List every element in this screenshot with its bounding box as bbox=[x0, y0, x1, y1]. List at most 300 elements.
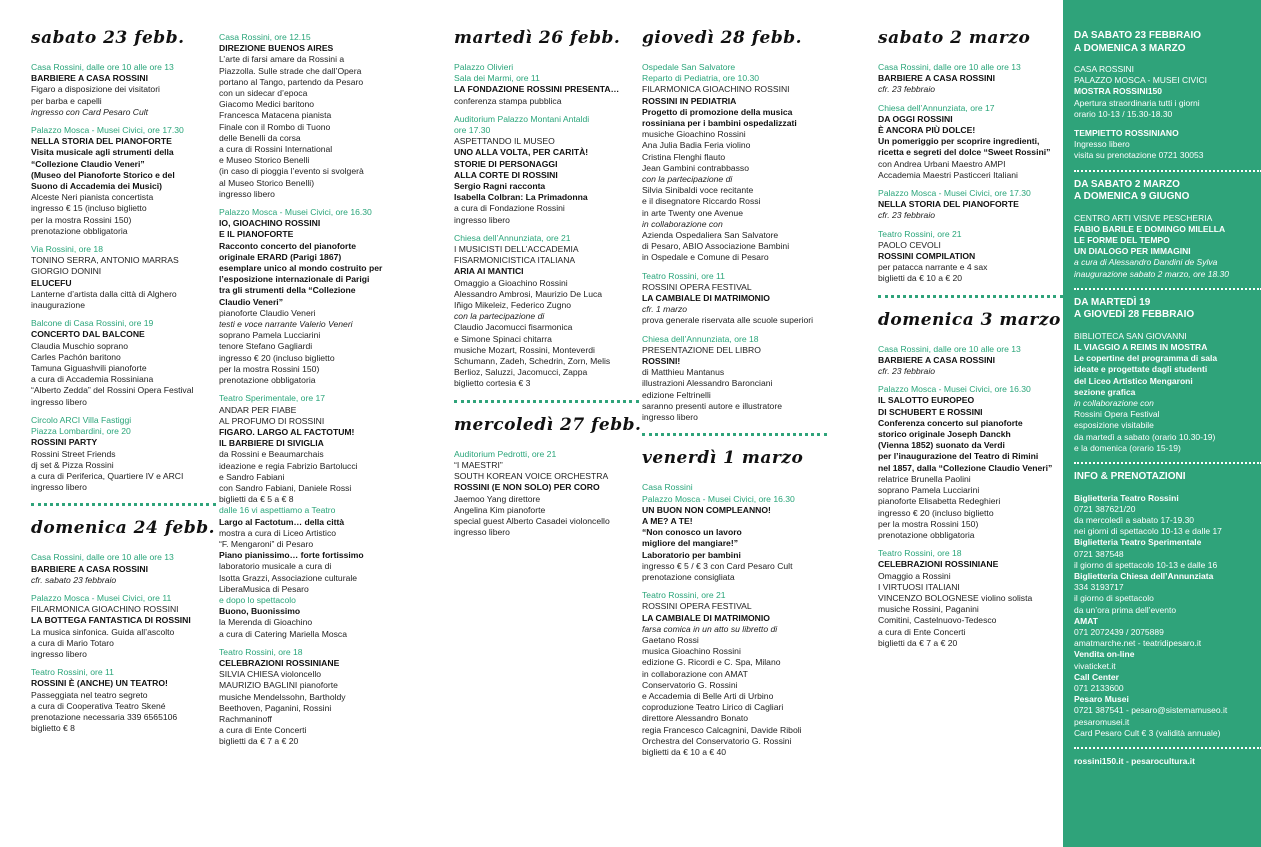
event-line: prenotazione obbligatoria bbox=[878, 529, 975, 540]
event-line: VINCENZO BOLOGNESE violino solista bbox=[878, 592, 1033, 603]
event-line: SILVIA CHIESA violoncello bbox=[219, 669, 322, 680]
event-title: ROSSINI COMPILATION bbox=[878, 251, 976, 262]
event-location: Palazzo Mosca - Musei Civici, ore 11 bbox=[31, 592, 172, 603]
info-line: Biglietteria Teatro Sperimentale bbox=[1074, 537, 1202, 548]
event-line: Jean Gambini contrabbasso bbox=[642, 162, 750, 173]
event-line: per la mostra Rossini 150) bbox=[878, 518, 979, 529]
info-line: Card Pesaro Cult € 3 (validità annuale) bbox=[1074, 727, 1221, 738]
event-line: ideazione e regia Fabrizio Bartolucci bbox=[219, 460, 358, 471]
event-line: special guest Alberto Casadei violoncello bbox=[454, 515, 610, 526]
info-line: TEMPIETTO ROSSINIANO bbox=[1074, 128, 1179, 139]
event-line: soprano Pamela Lucciarini bbox=[878, 485, 980, 496]
website-link[interactable]: pesaromusei.it bbox=[1074, 716, 1130, 727]
day-heading: sabato 2 marzo bbox=[878, 28, 1031, 48]
event-line: in Ospedale e Comune di Pesaro bbox=[642, 252, 769, 263]
info-line: visita su prenotazione 0721 30053 bbox=[1074, 150, 1204, 161]
event bbox=[878, 188, 1058, 222]
event-title: DA OGGI ROSSINI bbox=[878, 113, 953, 124]
event-line: Conservatorio G. Rossini bbox=[642, 679, 738, 690]
info-line: 0721 387548 bbox=[1074, 548, 1124, 559]
event-line: ingresso € 15 (incluso biglietto bbox=[31, 203, 147, 214]
website-link[interactable]: vivaticket.it bbox=[1074, 660, 1116, 671]
event-line: Francesca Matacena pianista bbox=[219, 110, 332, 121]
info-line: AMAT bbox=[1074, 615, 1098, 626]
event-line: “Non conosco un lavoro bbox=[642, 527, 742, 538]
event-line: a cura di Ente Concerti bbox=[219, 725, 307, 736]
event-line: Conferenza concerto sul pianoforte bbox=[878, 417, 1023, 428]
email-link[interactable]: 0721 387541 - pesaro@sistemamuseo.it bbox=[1074, 705, 1228, 716]
info-sidebar bbox=[1063, 0, 1261, 847]
event-line: Cristina Flenghi flauto bbox=[642, 151, 726, 162]
info-line: Pesaro Musei bbox=[1074, 694, 1129, 705]
footer-websites[interactable]: rossini150.it - pesarocultura.it bbox=[1074, 756, 1195, 767]
event-location: Teatro Rossini, ore 18 bbox=[878, 548, 962, 559]
event-line: regia Francesco Calcagnini, Davide Riboli bbox=[642, 724, 802, 735]
event-location: Palazzo Mosca - Musei Civici, ore 17.30 bbox=[31, 125, 184, 136]
event-line: e il disegnatore Riccardo Rossi bbox=[642, 196, 761, 207]
event bbox=[878, 344, 1058, 378]
event-location: Chiesa dell’Annunziata, ore 18 bbox=[642, 333, 759, 344]
event-line: a cura di Cooperativa Teatro Skené bbox=[31, 700, 166, 711]
event-line: in arte Twenty one Avenue bbox=[642, 207, 743, 218]
period-heading: A GIOVEDÌ 28 FEBBRAIO bbox=[1074, 309, 1195, 321]
event-line: al Museo Storico Benelli) bbox=[219, 177, 315, 188]
event-location: Casa Rossini, dalle ore 10 alle ore 13 bbox=[31, 62, 174, 72]
dotted-divider bbox=[31, 503, 216, 506]
event bbox=[642, 62, 842, 264]
event-line: ingresso € 20 (incluso biglietto bbox=[219, 352, 335, 363]
event bbox=[219, 32, 419, 200]
info-line: da martedì a sabato (orario 10.30-19) bbox=[1074, 431, 1216, 442]
event-line: ingresso libero bbox=[31, 648, 87, 659]
info-line: orario 10-13 / 15.30-18.30 bbox=[1074, 108, 1173, 119]
dotted-divider bbox=[1074, 462, 1261, 464]
event-location: Chiesa dell’Annunziata, ore 21 bbox=[454, 232, 571, 243]
event-title: STORIE DI PERSONAGGI bbox=[454, 158, 558, 169]
dotted-divider bbox=[1074, 170, 1261, 172]
event-line: la Merenda di Gioachino bbox=[219, 617, 313, 628]
info-line: a cura di Alessandro Dandini de Sylva bbox=[1074, 257, 1218, 268]
event-line: Giacomo Medici baritono bbox=[219, 99, 315, 110]
event-title: ROSSINI IN PEDIATRIA bbox=[642, 95, 737, 106]
event-line: Rachmaninoff bbox=[219, 713, 272, 724]
event-line: con un sidecar d’epoca bbox=[219, 88, 308, 99]
event-location: Sala dei Marmi, ore 11 bbox=[454, 73, 540, 84]
event-location: Auditorium Palazzo Montani Antaldi bbox=[454, 113, 590, 124]
event-title: È ANCORA PIÙ DOLCE! bbox=[878, 125, 976, 136]
event-line: delle Benelli da corsa bbox=[219, 132, 301, 143]
event-line: a cura di Rossini International bbox=[219, 144, 333, 155]
event-line: (Vienna 1852) suonato da Verdi bbox=[878, 440, 1005, 451]
event-line: FILARMONICA GIOACHINO ROSSINI bbox=[642, 84, 790, 95]
event bbox=[454, 449, 634, 539]
event bbox=[31, 667, 211, 734]
event bbox=[31, 318, 211, 408]
event-title: LA FONDAZIONE ROSSINI PRESENTA… bbox=[454, 84, 620, 95]
event-line: edizione G. Ricordi e C. Spa, Milano bbox=[642, 657, 781, 668]
event-line: musiche Mozart, Rossini, Monteverdi bbox=[454, 344, 595, 355]
event-line: Berlioz, Saluzzi, Jacomucci, Zappa bbox=[454, 367, 588, 378]
event-line: biglietti da € 5 a € 8 bbox=[219, 494, 294, 505]
event bbox=[878, 103, 1058, 181]
event-line: in collaborazione con AMAT bbox=[642, 668, 748, 679]
event-line: Piano pianissimo… forte fortissimo bbox=[219, 550, 364, 561]
event-line: e dopo lo spettacolo bbox=[219, 594, 296, 605]
event-line: a cura di Ente Concerti bbox=[878, 626, 966, 637]
event-location: Circolo ARCI Villa Fastiggi bbox=[31, 414, 132, 425]
event-location: Auditorium Pedrotti, ore 21 bbox=[454, 448, 557, 459]
event-line: Claudia Muschio soprano bbox=[31, 340, 128, 351]
info-line: Rossini Opera Festival bbox=[1074, 409, 1160, 420]
info-line: ideate e progettate dagli studenti bbox=[1074, 364, 1208, 375]
event-line: Passeggiata nel teatro segreto bbox=[31, 689, 148, 700]
event bbox=[878, 548, 1058, 649]
event-line: (Museo del Pianoforte Storico e del bbox=[31, 169, 175, 180]
event-line: ingresso € 5 / € 3 con Card Pesaro Cult bbox=[642, 560, 793, 571]
info-line: 0721 387621/20 bbox=[1074, 503, 1136, 514]
event-line: tenore Stefano Gagliardi bbox=[219, 341, 313, 352]
info-line: BIBLIOTECA SAN GIOVANNI bbox=[1074, 330, 1187, 341]
event-line: Comitini, Castelnuovo-Tedesco bbox=[878, 615, 997, 626]
event-line: migliore del mangiare!” bbox=[642, 538, 738, 549]
event-line: cfr. 23 febbraio bbox=[878, 210, 936, 221]
event-location: Teatro Rossini, ore 11 bbox=[642, 270, 725, 281]
event-line: Schumann, Zadeh, Schedrin, Zorn, Melis bbox=[454, 356, 611, 367]
event-line: FILARMONICA GIOACHINO ROSSINI bbox=[31, 604, 179, 615]
event-line: (in caso di pioggia l’evento si svolgerà bbox=[219, 166, 364, 177]
event-line: per patacca narrante e 4 sax bbox=[878, 262, 988, 273]
column-3 bbox=[454, 0, 642, 545]
event-line: Azienda Ospedaliera San Salvatore bbox=[642, 230, 779, 241]
event-line: conferenza stampa pubblica bbox=[454, 95, 562, 106]
event-line: cfr. 23 febbraio bbox=[878, 84, 936, 95]
column-4 bbox=[642, 0, 842, 765]
event-location: ore 17.30 bbox=[454, 125, 491, 136]
event-line: Un pomeriggio per scoprire ingredienti, bbox=[878, 136, 1040, 147]
event-title: IO, GIOACHINO ROSSINI bbox=[219, 218, 321, 229]
event-location: Palazzo Mosca - Musei Civici, ore 17.30 bbox=[878, 188, 1031, 199]
info-line: Vendita on-line bbox=[1074, 649, 1135, 660]
event-line: a cura di Fondazione Rossini bbox=[454, 203, 565, 214]
info-line: esposizione visitabile bbox=[1074, 420, 1154, 431]
info-line: IL VIAGGIO A REIMS IN MOSTRA bbox=[1074, 342, 1208, 353]
event bbox=[219, 647, 419, 748]
event-line: Progetto di promozione della musica bbox=[642, 106, 793, 117]
event bbox=[31, 593, 211, 660]
dotted-divider bbox=[1074, 747, 1261, 749]
event-line: a cura di Accademia Rossiniana bbox=[31, 374, 154, 385]
event-title: ROSSINI PARTY bbox=[31, 437, 98, 448]
event-line: a cura di Periferica, Quartiere IV e ARCI bbox=[31, 470, 184, 481]
event-line: prenotazione obbligatoria bbox=[219, 375, 316, 386]
event-line: La musica sinfonica. Guida all’ascolto bbox=[31, 626, 175, 637]
event-line: Accademia Maestri Pasticceri Italiani bbox=[878, 169, 1018, 180]
event-location: Casa Rossini, dalle ore 10 alle ore 13 bbox=[878, 343, 1021, 354]
event-title: A ME? A TE! bbox=[642, 515, 693, 526]
event-title: UN BUON NON COMPLEANNO! bbox=[642, 504, 771, 515]
event-line: “Collezione Claudio Veneri” bbox=[31, 158, 145, 169]
event-location: Casa Rossini, ore 12.15 bbox=[219, 32, 311, 42]
event-line: Ana Julia Badia Feria violino bbox=[642, 140, 751, 151]
event-line: pianoforte Claudio Veneri bbox=[219, 307, 316, 318]
column-5 bbox=[878, 0, 1061, 656]
event bbox=[642, 334, 842, 424]
event-line: TONINO SERRA, ANTONIO MARRAS bbox=[31, 255, 179, 266]
event-line: Omaggio a Rossini bbox=[878, 570, 951, 581]
event-line: laboratorio musicale a cura di bbox=[219, 561, 332, 572]
event bbox=[454, 114, 634, 226]
event-line: LiberaMusica di Pesaro bbox=[219, 583, 309, 594]
event-line: nel 1857, dalla “Collezione Claudio Veneri” bbox=[878, 462, 1053, 473]
event-line: ROSSINI OPERA FESTIVAL bbox=[642, 601, 752, 612]
event-line: cfr. 23 febbraio bbox=[878, 366, 936, 377]
event-line: ingresso con Card Pesaro Cult bbox=[31, 106, 149, 117]
event-line: portano al Tango, partendo da Pesaro bbox=[219, 76, 364, 87]
event bbox=[878, 62, 1058, 96]
event-line: SOUTH KOREAN VOICE ORCHESTRA bbox=[454, 471, 609, 482]
event-line: musiche Gioachino Rossini bbox=[642, 129, 746, 140]
event-location: Teatro Rossini, ore 21 bbox=[642, 590, 726, 601]
event-location: Reparto di Pediatria, ore 10.30 bbox=[642, 73, 760, 84]
info-line: sezione grafica bbox=[1074, 386, 1136, 397]
event-title: UNO ALLA VOLTA, PER CARITÀ! bbox=[454, 147, 589, 158]
event-location: Casa Rossini, dalle ore 10 alle ore 13 bbox=[31, 552, 174, 563]
event-line: ingresso € 20 (incluso biglietto bbox=[878, 507, 994, 518]
event-title: ARIA AI MANTICI bbox=[454, 266, 524, 277]
event-line: ANDAR PER FIABE bbox=[219, 404, 297, 415]
event-title: FIGARO. LARGO AL FACTOTUM! bbox=[219, 426, 355, 437]
event-line: biglietto cortesia € 3 bbox=[454, 378, 531, 389]
day-heading: giovedì 28 febb. bbox=[642, 28, 803, 48]
event-line: per la mostra Rossini 150) bbox=[31, 214, 132, 225]
event-line: prenotazione obbligatoria bbox=[31, 225, 128, 236]
event-line: Piazzolla. Sulle strade che dall’Opera bbox=[219, 65, 362, 76]
event-line: Sergio Ragni racconta bbox=[454, 181, 546, 192]
event-title: NELLA STORIA DEL PIANOFORTE bbox=[878, 199, 1019, 210]
event-title: NELLA STORIA DEL PIANOFORTE bbox=[31, 136, 172, 147]
info-line: 071 2072439 / 2075889 bbox=[1074, 627, 1164, 638]
event-line: ingresso libero bbox=[31, 396, 87, 407]
event-line: a cura di Mario Totaro bbox=[31, 637, 114, 648]
event-title: BARBIERE A CASA ROSSINI bbox=[31, 563, 148, 574]
event-line: Laboratorio per bambini bbox=[642, 549, 741, 560]
event bbox=[878, 384, 1058, 541]
event-location: Palazzo Mosca - Musei Civici, ore 16.30 bbox=[642, 493, 795, 504]
event-line: GIORGIO DONINI bbox=[31, 266, 102, 277]
event-line: prenotazione consigliata bbox=[642, 571, 735, 582]
event-title: LA BOTTEGA FANTASTICA DI ROSSINI bbox=[31, 615, 191, 626]
event-line: PRESENTAZIONE DEL LIBRO bbox=[642, 344, 761, 355]
event-title: IL BARBIERE DI SIVIGLIA bbox=[219, 438, 324, 449]
dotted-divider bbox=[454, 400, 639, 403]
event-location: Teatro Sperimentale, ore 17 bbox=[219, 393, 326, 404]
event-title: ELUCEFU bbox=[31, 277, 72, 288]
info-sidebar-content bbox=[1074, 30, 1258, 767]
day-heading: domenica 24 febb. bbox=[31, 518, 216, 539]
event bbox=[219, 207, 419, 386]
event bbox=[642, 271, 842, 327]
info-line: e la domenica (orario 15-19) bbox=[1074, 442, 1181, 453]
event-line: L’arte di farsi amare da Rossini a bbox=[219, 54, 345, 65]
info-line: Ingresso libero bbox=[1074, 139, 1130, 150]
info-section bbox=[1074, 493, 1258, 739]
event-line: Claudio Veneri” bbox=[219, 296, 283, 307]
event-title: E IL PIANOFORTE bbox=[219, 229, 294, 240]
event-line: Lanterne d’artista dalla città di Alghero bbox=[31, 288, 177, 299]
event-location: Palazzo Mosca - Musei Civici, ore 16.30 bbox=[219, 207, 372, 218]
event-line: esemplare unico al mondo costruito per bbox=[219, 263, 383, 274]
event-line: cfr. 1 marzo bbox=[642, 304, 688, 315]
dotted-divider bbox=[642, 433, 827, 436]
event-title: ROSSINI (E NON SOLO) PER CORO bbox=[454, 482, 600, 493]
event-title: CELEBRAZIONI ROSSINIANE bbox=[219, 657, 340, 668]
event-line: e Sandro Fabiani bbox=[219, 471, 285, 482]
event-title: ROSSINI! bbox=[642, 356, 681, 367]
event-line: e Simone Spinaci chitarra bbox=[454, 333, 552, 344]
event-line: Isabella Colbran: La Primadonna bbox=[454, 192, 588, 203]
event-line: Tamuna Giguashvili pianoforte bbox=[31, 363, 147, 374]
info-line: il giorno di spettacolo 10-13 e dalle 16 bbox=[1074, 559, 1218, 570]
day-heading: domenica 3 marzo bbox=[878, 309, 1061, 330]
event-line: Buono, Buonissimo bbox=[219, 606, 301, 617]
dotted-divider bbox=[1074, 288, 1261, 290]
event-title: IL SALOTTO EUROPEO bbox=[878, 395, 975, 406]
event-line: ingresso libero bbox=[454, 214, 510, 225]
event-location: Ospedale San Salvatore bbox=[642, 62, 736, 72]
event-line: dalle 16 vi aspettiamo a Teatro bbox=[219, 505, 336, 516]
event-line: Omaggio a Gioachino Rossini bbox=[454, 277, 568, 288]
event-line: I VIRTUOSI ITALIANI bbox=[878, 581, 960, 592]
info-line: Apertura straordinaria tutti i giorni bbox=[1074, 97, 1200, 108]
event-line: biglietti da € 7 a € 20 bbox=[219, 736, 299, 747]
event-line: saranno presenti autore e illustratore bbox=[642, 400, 782, 411]
event-line: musica Gioachino Rossini bbox=[642, 646, 741, 657]
event-location: Teatro Rossini, ore 11 bbox=[31, 667, 114, 678]
event-line: ingresso libero bbox=[31, 482, 87, 493]
event bbox=[31, 62, 211, 118]
event-line: Beethoven, Paganini, Rossini bbox=[219, 702, 332, 713]
event-line: con Sandro Fabiani, Daniele Rossi bbox=[219, 482, 352, 493]
day-heading: mercoledì 27 febb. bbox=[454, 414, 642, 435]
event-line: Silvia Sinibaldi voce recitante bbox=[642, 185, 754, 196]
event-line: in collaborazione con bbox=[642, 218, 723, 229]
event-line: storico originale Joseph Danckh bbox=[878, 429, 1011, 440]
event-line: biglietto € 8 bbox=[31, 723, 75, 734]
event-line: illustrazioni Alessandro Baronciani bbox=[642, 378, 773, 389]
period-heading: A DOMENICA 9 GIUGNO bbox=[1074, 191, 1190, 203]
event-title: ALLA CORTE DI ROSSINI bbox=[454, 169, 558, 180]
event-line: mostra a cura di Liceo Artistico bbox=[219, 527, 337, 538]
event-line: di Matthieu Mantanus bbox=[642, 367, 725, 378]
event-line: testi e voce narrante Valerio Veneri bbox=[219, 319, 353, 330]
event-location: Teatro Rossini, ore 21 bbox=[878, 228, 962, 239]
event-line: prova generale riservata alle scuole superiori bbox=[642, 315, 814, 326]
event-title: BARBIERE A CASA ROSSINI bbox=[31, 73, 148, 84]
event-line: ingresso libero bbox=[642, 412, 698, 423]
event-line: Visita musicale agli strumenti della bbox=[31, 147, 174, 158]
event-location: Casa Rossini bbox=[642, 482, 693, 493]
period-heading: DA MARTEDÌ 19 bbox=[1074, 296, 1151, 308]
event-line: di Pesaro, ABIO Associazione Bambini bbox=[642, 241, 790, 252]
event-line: relatrice Brunella Paolini bbox=[878, 473, 971, 484]
event-line: Isotta Grazzi, Associazione culturale bbox=[219, 572, 358, 583]
event-location: Palazzo Olivieri bbox=[454, 62, 514, 72]
website-link[interactable]: amatmarche.net - teatridipesaro.it bbox=[1074, 638, 1202, 649]
event-location: Palazzo Mosca - Musei Civici, ore 16.30 bbox=[878, 384, 1031, 395]
event bbox=[31, 552, 211, 586]
event-line: Claudio Jacomucci fisarmonica bbox=[454, 322, 573, 333]
event-line: musiche Rossini, Paganini bbox=[878, 604, 979, 615]
info-line: MOSTRA ROSSINI150 bbox=[1074, 86, 1163, 97]
event-line: PAOLO CEVOLI bbox=[878, 239, 941, 250]
info-heading: INFO & PRENOTAZIONI bbox=[1074, 471, 1186, 483]
event bbox=[878, 229, 1058, 285]
event-line: con la partecipazione di bbox=[642, 174, 733, 185]
event-line: soprano Pamela Lucciarini bbox=[219, 330, 321, 341]
info-line: CENTRO ARTI VISIVE PESCHERIA bbox=[1074, 212, 1213, 223]
event-line: prenotazione necessaria 339 6565106 bbox=[31, 711, 178, 722]
info-section bbox=[1074, 64, 1258, 120]
event-location: Via Rossini, ore 18 bbox=[31, 244, 103, 255]
event-line: dj set & Pizza Rossini bbox=[31, 459, 114, 470]
info-line: UN DIALOGO PER IMMAGINI bbox=[1074, 246, 1191, 257]
event-line: Gaetano Rossi bbox=[642, 634, 699, 645]
event-line: biglietti da € 10 a € 20 bbox=[878, 273, 963, 284]
event-line: musiche Mendelssohn, Bartholdy bbox=[219, 691, 346, 702]
event-line: Figaro a disposizione dei visitatori bbox=[31, 84, 160, 95]
event-line: Iñigo Mikeleiz, Federico Zugno bbox=[454, 300, 572, 311]
info-section bbox=[1074, 331, 1258, 454]
info-line: in collaborazione con bbox=[1074, 398, 1154, 409]
event-line: con Andrea Urbani Maestro AMPI bbox=[878, 158, 1006, 169]
info-line: da mercoledì a sabato 17-19.30 bbox=[1074, 514, 1195, 525]
event-line: Finale con il Rombo di Tuono bbox=[219, 121, 331, 132]
event-title: LA CAMBIALE DI MATRIMONIO bbox=[642, 612, 770, 623]
day-heading: venerdì 1 marzo bbox=[642, 448, 804, 469]
event-line: “F. Mengaroni” di Pesaro bbox=[219, 538, 314, 549]
event-line: edizione Feltrinelli bbox=[642, 389, 711, 400]
event-title: LA CAMBIALE DI MATRIMONIO bbox=[642, 293, 770, 304]
event-line: Carles Pachón baritono bbox=[31, 351, 121, 362]
period-heading: DA SABATO 2 MARZO bbox=[1074, 178, 1180, 190]
event-title: BARBIERE A CASA ROSSINI bbox=[878, 73, 995, 84]
period-heading: DA SABATO 23 FEBBRAIO bbox=[1074, 30, 1202, 41]
event-line: MAURIZIO BAGLINI pianoforte bbox=[219, 680, 338, 691]
event-location: Chiesa dell’Annunziata, ore 17 bbox=[878, 102, 995, 113]
event-line: farsa comica in un atto su libretto di bbox=[642, 623, 778, 634]
event-line: Alceste Neri pianista concertista bbox=[31, 192, 154, 203]
event-line: da Rossini e Beaumarchais bbox=[219, 449, 324, 460]
event-line: Jaemoo Yang direttore bbox=[454, 493, 541, 504]
event-line: coproduzione Teatro Lirico di Cagliari bbox=[642, 702, 784, 713]
event-line: per barba e capelli bbox=[31, 95, 102, 106]
event-title: CELEBRAZIONI ROSSINIANE bbox=[878, 559, 999, 570]
event-line: a cura di Catering Mariella Mosca bbox=[219, 628, 348, 639]
column-2 bbox=[219, 32, 419, 755]
event-title: ROSSINI È (ANCHE) UN TEATRO! bbox=[31, 678, 168, 689]
event-line: Suono di Accademia dei Musici) bbox=[31, 181, 162, 192]
info-line: Biglietteria Teatro Rossini bbox=[1074, 492, 1179, 503]
info-line: PALAZZO MOSCA - MUSEI CIVICI bbox=[1074, 75, 1208, 86]
event-line: e Accademia di Belle Arti di Urbino bbox=[642, 690, 774, 701]
period-heading: A DOMENICA 3 MARZO bbox=[1074, 42, 1186, 54]
event-line: originale ERARD (Parigi 1867) bbox=[219, 251, 342, 262]
info-line: il giorno di spettacolo bbox=[1074, 593, 1154, 604]
event-title: CONCERTO DAL BALCONE bbox=[31, 329, 145, 340]
event-line: per la mostra Rossini 150) bbox=[219, 363, 320, 374]
info-line: FABIO BARILE E DOMINGO MILELLA bbox=[1074, 223, 1226, 234]
event-title: DI SCHUBERT E ROSSINI bbox=[878, 406, 983, 417]
